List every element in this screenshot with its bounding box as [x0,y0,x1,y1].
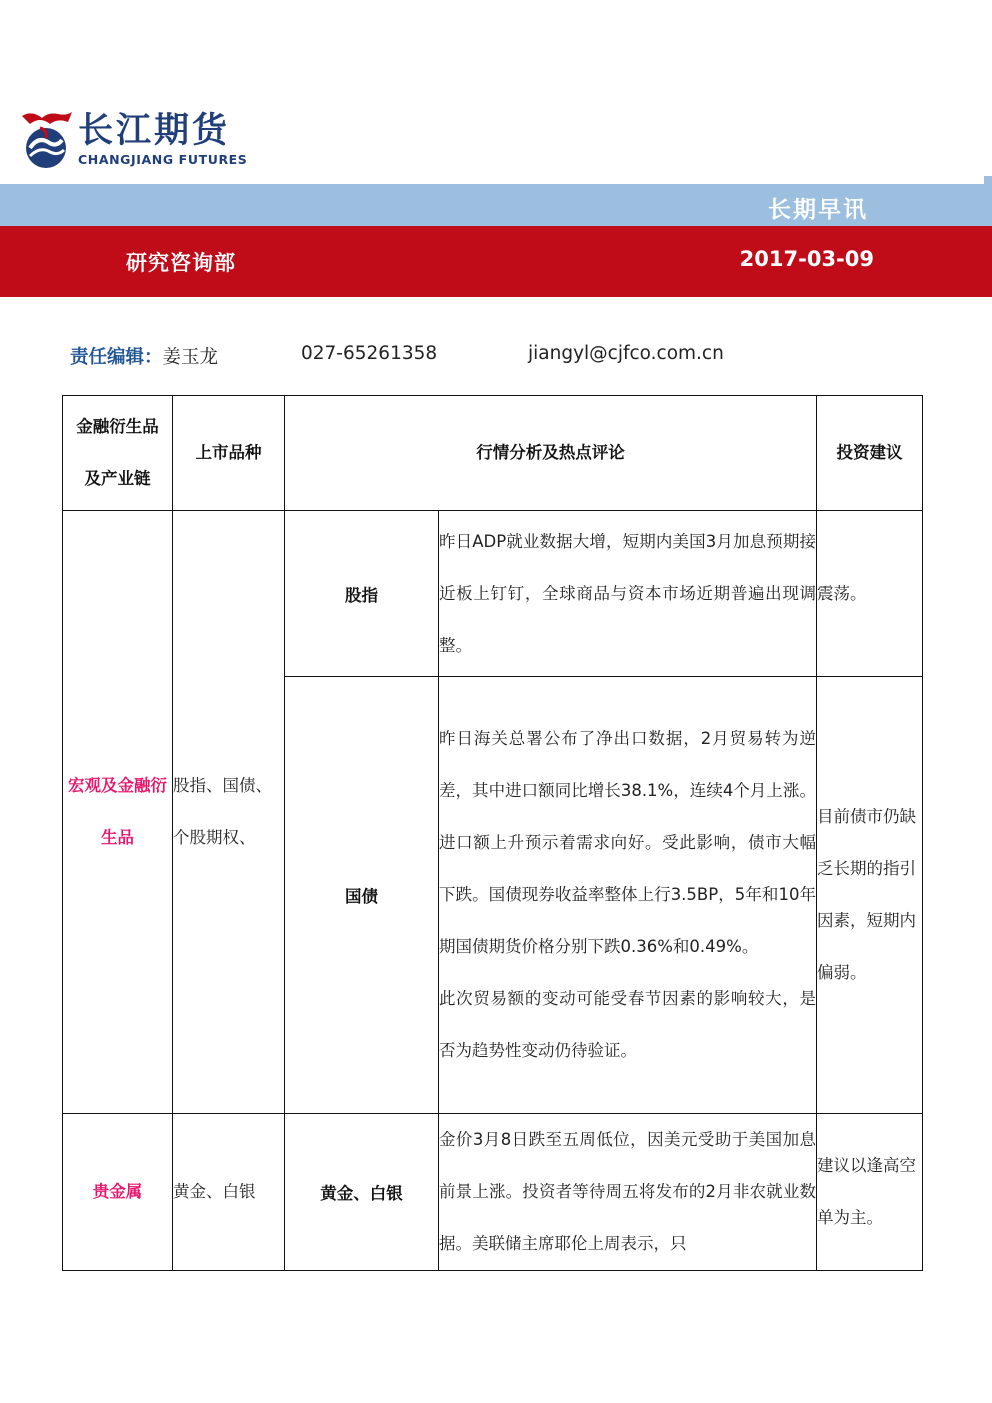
editor-name: 姜玉龙 [162,347,219,368]
subcategory-bond: 国债 [285,677,439,1114]
advice-bond: 目前债市仍缺乏长期的指引因素，短期内偏弱。 [817,677,923,1114]
brand-name-en: CHANGJIANG FUTURES [78,152,248,167]
department-name: 研究咨询部 [126,251,236,275]
listed-kinds-precious: 黄金、白银 [173,1114,285,1271]
brand-name-cn: 长江期货 [78,111,231,151]
table-header-row [63,396,923,511]
title-band [0,184,992,226]
department-band [0,226,992,297]
analysis-bond-paragraph-1: 昨日海关总署公布了净出口数据，2月贸易转为逆差，其中进口额同比增长38.1%，连续4个月上涨。进口额上升预示着需求向好。受此影响，债市大幅下跌。国债现券收益率整体上行3.5BP，5年和10年期国债期货价格分别下跌0.36%和0.49%。 [439,729,816,956]
table-row [63,511,923,677]
subcategory-stock-index: 股指 [285,511,439,677]
analysis-bond [439,677,817,1114]
category-precious-metals: 贵金属 [63,1114,173,1271]
advice-stock-index: 震荡。 [817,511,923,677]
advice-gold-silver: 建议以逢高空单为主。 [817,1114,923,1271]
analysis-stock-index: 昨日ADP就业数据大增，短期内美国3月加息预期接近板上钉钉，全球商品与资本市场近期普遍出现调整。 [439,511,817,677]
editor-label: 责任编辑： [70,347,163,368]
analysis-bond-paragraph-2: 此次贸易额的变动可能受春节因素的影响较大，是否为趋势性变动仍待验证。 [439,989,816,1060]
analysis-table [62,395,923,1271]
editor-phone: 027-65261358 [301,343,438,364]
listed-kinds-macro: 股指、国债、个股期权、 [173,511,285,1114]
band-tail [984,176,992,184]
category-macro-financial: 宏观及金融衍生品 [63,511,173,1114]
header-derivatives-chain [63,396,173,511]
table-row [63,1114,923,1271]
subcategory-gold-silver: 黄金、白银 [285,1114,439,1271]
editor-email: jiangyl@cjfco.com.cn [528,343,724,364]
header-listed-products: 上市品种 [173,396,285,511]
logo-emblem-icon [18,108,74,170]
header-market-analysis: 行情分析及热点评论 [285,396,817,511]
report-title: 长期早讯 [768,197,868,223]
header-investment-advice: 投资建议 [817,396,923,511]
header-col1-line2: 及产业链 [84,469,151,488]
company-logo [18,108,258,172]
analysis-gold-silver: 金价3月8日跌至五周低位，因美元受助于美国加息前景上涨。投资者等待周五将发布的2月非农就业数据。美联储主席耶伦上周表示，只 [439,1114,817,1271]
editor-line [70,343,218,369]
report-date: 2017-03-09 [739,247,874,271]
header-col1-line1: 金融衍生品 [76,417,159,436]
